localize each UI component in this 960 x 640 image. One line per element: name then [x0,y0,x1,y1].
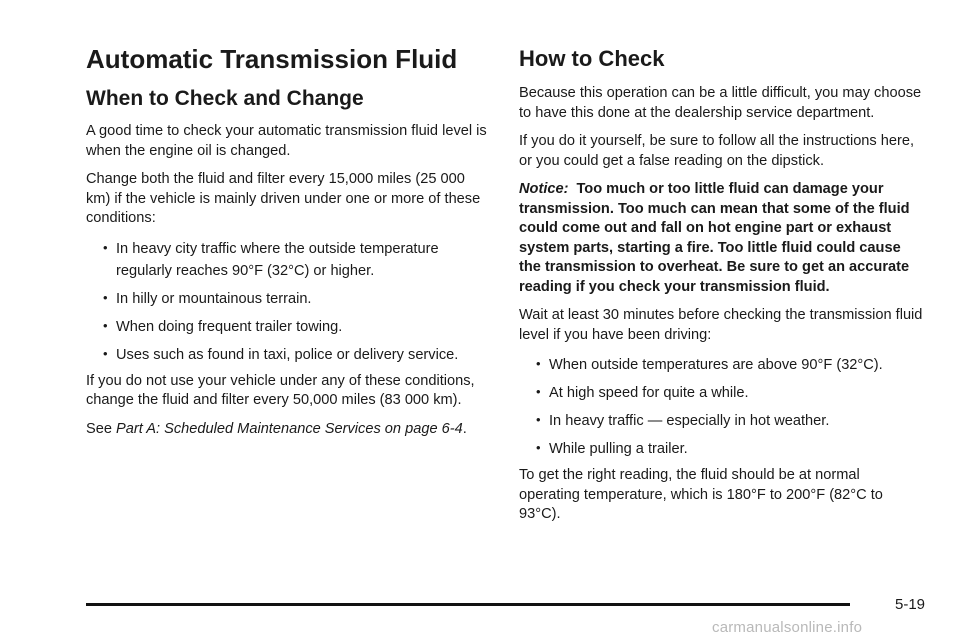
right-column [519,40,924,534]
list-item-text: While pulling a trailer. [549,441,688,457]
list-item [86,344,492,366]
reference-link[interactable]: Part A: Scheduled Maintenance Services on page 6-4 [116,420,463,437]
paragraph: If you do it yourself, be sure to follow all the instructions here, or you could get a false reading on the dipstick. [519,133,915,169]
list-item-text: At high speed for quite a while. [549,385,749,401]
list-item-text: When outside temperatures are above 90°F (32°C). [549,357,883,373]
see-suffix: . [462,420,467,437]
conditions-list [86,238,492,366]
list-item [519,382,924,404]
bullet-icon: • [536,356,541,371]
paragraph: Change both the fluid and filter every 15,000 miles (25 000 km) if the vehicle is mainly driven under one or more of these conditions: [86,171,481,226]
list-item [86,316,492,338]
list-item [86,238,492,282]
bullet-icon: • [103,345,108,361]
notice-block [519,180,924,297]
bullet-icon: • [536,384,541,399]
list-item-text: When doing frequent trailer towing. [116,318,343,335]
footer-divider [86,603,850,606]
paragraph: A good time to check your automatic transmission fluid level is when the engine oil is changed. [86,123,487,159]
page-number: 5-19 [895,596,926,613]
bullet-icon: • [103,289,108,305]
list-item [519,354,924,376]
list-item [519,410,924,432]
section-heading-when: When to Check and Change [86,87,364,110]
bullet-icon: • [103,317,108,333]
paragraph: Because this operation can be a little difficult, you may choose to have this done at the dealership service department. [519,85,922,121]
section-heading-how: How to Check [519,46,665,71]
list-item-text: In heavy traffic — especially in hot weather. [549,413,830,429]
bullet-icon: • [536,412,541,427]
notice-text: Too much or too little fluid can damage your transmission. Too much can mean that some of the fluid could come out and fall on hot engine part or exhaust system parts, starting a fire. Too little fluid could cause the transmission to overheat. Be sure to get an accurate reading if you check your transmission fluid. [519,181,910,295]
watermark: carmanualsonline.info [712,619,863,636]
paragraph: Wait at least 30 minutes before checking the transmission fluid level if you have been driving: [519,307,923,343]
list-item-text: Uses such as found in taxi, police or delivery service. [116,346,459,363]
bullet-icon: • [536,440,541,455]
cross-reference [86,420,492,440]
bullet-icon: • [103,239,108,255]
list-item [519,438,924,460]
driving-conditions-list [519,354,924,460]
page-title: Automatic Transmission Fluid [86,44,458,74]
list-item-text: In hilly or mountainous terrain. [116,290,312,307]
list-item [86,288,492,310]
left-column [86,40,492,448]
notice-label: Notice: [519,181,569,197]
paragraph: To get the right reading, the fluid should be at normal operating temperature, which is 180°F to 200°F (82°C to 93°C). [519,467,883,522]
list-item-text: In heavy city traffic where the outside temperature regularly reaches 90°F (32°C) or higher. [116,240,439,279]
paragraph: If you do not use your vehicle under any of these conditions, change the fluid and filter every 50,000 miles (83 000 km). [86,372,475,408]
see-prefix: See [86,420,117,437]
